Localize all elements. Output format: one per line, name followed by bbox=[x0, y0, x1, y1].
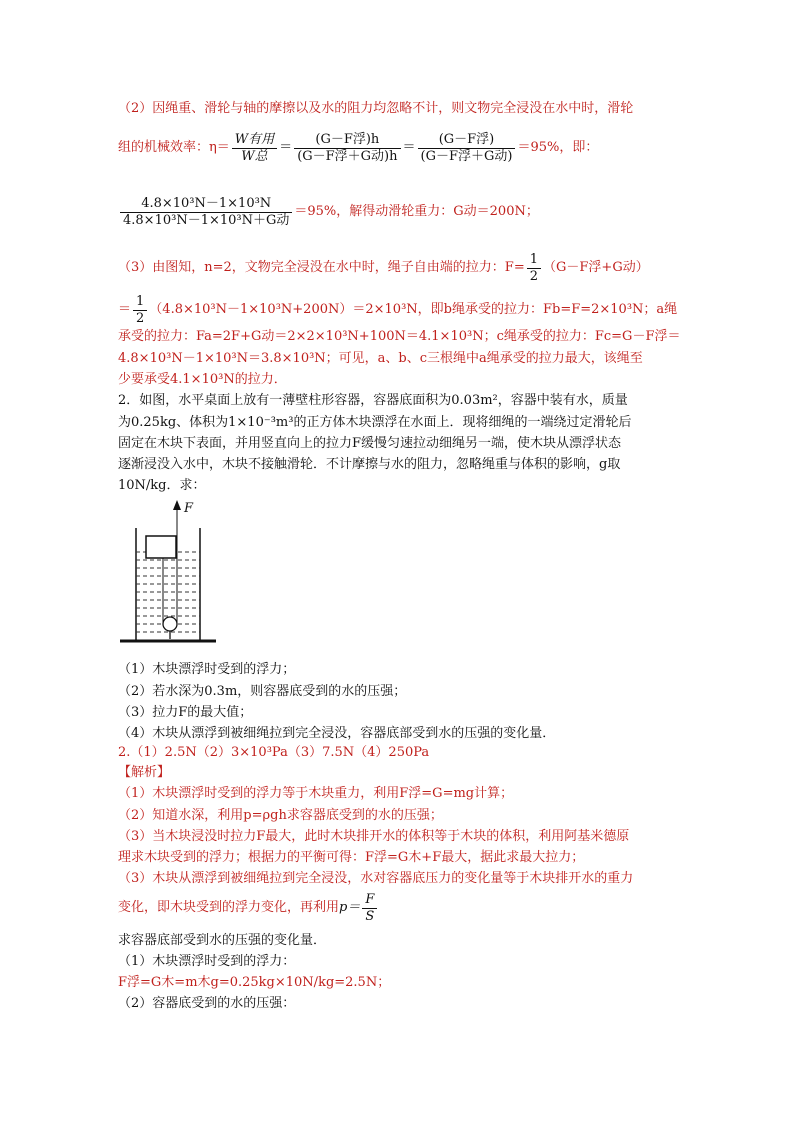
equals-sign: ＝ bbox=[279, 140, 293, 155]
half-fraction-1 bbox=[527, 252, 541, 285]
fraction-2-denominator: (G－F浮＋G动)h bbox=[294, 148, 400, 165]
force-arrow-icon bbox=[173, 500, 181, 510]
q2-line-5: 10N/kg．求： bbox=[118, 478, 206, 493]
half-denominator-2: 2 bbox=[133, 310, 147, 327]
q2-subquestion-2: （2）若水深为0.3m，则容器底受到的水的压强； bbox=[118, 684, 407, 699]
analysis-line-2: （2）知道水深，利用p=ρgh求容器底受到的水的压强； bbox=[118, 808, 443, 823]
analysis-line-1: （1）木块漂浮时受到的浮力等于木块重力，利用F浮=G=mg计算； bbox=[118, 786, 514, 801]
prev-line-3-prefix: （3）由图知，n=2，文物完全浸没在水中时，绳子自由端的拉力：F= bbox=[118, 260, 525, 275]
prev-line-4-prefix: ＝ bbox=[118, 302, 132, 317]
equals-sign-2: ＝ bbox=[402, 140, 416, 155]
analysis-line-5: （3）木块从漂浮到被细绳拉到完全浸没，水对容器底压力的变化量等于木块排开水的重力 bbox=[118, 871, 634, 886]
force-label: F bbox=[184, 501, 194, 516]
half-numerator-2: 1 bbox=[136, 293, 145, 309]
prev-line-4 bbox=[118, 290, 677, 331]
half-denominator: 2 bbox=[527, 268, 541, 285]
prev-line-7: 少要承受4.1×10³N的拉力． bbox=[118, 372, 287, 387]
pulley-weight-equation bbox=[118, 192, 539, 233]
pulley-fraction-denominator: 4.8×10³N－1×10³N＋G动 bbox=[120, 212, 292, 229]
q2-line-2: 为0.25kg、体积为1×10⁻³m³的正方体木块漂浮在水面上．现将细绳的一端绕过定滑轮后 bbox=[118, 415, 632, 430]
prev-line-1: （2）因绳重、滑轮与轴的摩擦以及水的阻力均忽略不计，则文物完全浸没在水中时，滑轮 bbox=[118, 101, 634, 116]
pressure-denominator: S bbox=[362, 908, 377, 925]
fraction-2-numerator: (G－F浮)h bbox=[315, 131, 380, 147]
pressure-lhs: p＝ bbox=[339, 900, 361, 915]
wooden-block bbox=[146, 536, 176, 558]
analysis-line-6-prefix: 变化，即木块受到的浮力变化，再利用 bbox=[118, 900, 340, 915]
prev-line-3 bbox=[118, 248, 649, 289]
pulley-fraction bbox=[120, 196, 292, 229]
prev-line-6: 4.8×10³N－1×10³N＝3.8×10³N；可见，a、b、c三根绳中a绳承受的拉力最大，该绳至 bbox=[118, 351, 643, 366]
fraction-3-denominator: (G－F浮＋G动) bbox=[418, 148, 516, 165]
q2-line-1: 2．如图，水平桌面上放有一薄壁柱形容器，容器底面积为0.03m²，容器中装有水，质量 bbox=[118, 393, 628, 408]
prev-line-3-suffix: （G－F浮+G动） bbox=[543, 260, 649, 275]
solution-line-1: （1）木块漂浮时受到的浮力： bbox=[118, 954, 296, 969]
efficiency-fraction-3 bbox=[418, 132, 516, 165]
analysis-line-6 bbox=[118, 888, 379, 929]
pulley-fraction-numerator: 4.8×10³N－1×10³N bbox=[141, 195, 272, 211]
efficiency-fraction-2 bbox=[294, 132, 400, 165]
analysis-line-4: 理求木块受到的浮力；根据力的平衡可得：F浮=G木+F最大，据此求最大拉力； bbox=[118, 850, 585, 865]
solution-line-3: （2）容器底受到的水的压强： bbox=[118, 996, 296, 1011]
pressure-numerator: F bbox=[365, 891, 375, 907]
prev-line-4-suffix: （4.8×10³N－1×10³N+200N）＝2×10³N，即b绳承受的拉力：Fb=F=2×10³N；a绳 bbox=[149, 302, 678, 317]
container-figure bbox=[118, 498, 218, 648]
prev-line-5: 承受的拉力：Fa=2F+G动＝2×2×10³N+100N＝4.1×10³N；c绳承受的拉力：Fc=G－F浮＝ bbox=[118, 329, 681, 344]
half-numerator: 1 bbox=[529, 251, 539, 267]
q2-subquestion-3: （3）拉力F的最大值； bbox=[118, 705, 253, 720]
q2-line-4: 逐渐浸没入水中，木块不接触滑轮．不计摩擦与水的阻力，忽略绳重与体积的影响，g取 bbox=[118, 457, 621, 472]
pulley bbox=[163, 617, 177, 631]
efficiency-prefix: 组的机械效率：η＝ bbox=[118, 140, 230, 155]
fraction-3-numerator: (G－F浮) bbox=[438, 131, 495, 147]
half-fraction-2 bbox=[133, 294, 147, 327]
efficiency-suffix: ＝95%，即： bbox=[517, 140, 599, 155]
efficiency-fraction-1 bbox=[232, 132, 277, 165]
pulley-result: ＝95%，解得动滑轮重力：G动＝200N； bbox=[294, 204, 539, 219]
pressure-fraction bbox=[362, 892, 377, 925]
analysis-line-7: 求容器底部受到水的压强的变化量． bbox=[118, 933, 327, 948]
q2-subquestion-4: （4）木块从漂浮到被细绳拉到完全浸没，容器底部受到水的压强的变化量． bbox=[118, 726, 556, 741]
efficiency-equation bbox=[118, 128, 598, 169]
q2-answer: 2.（1）2.5N（2）3×10³Pa（3）7.5N（4）250Pa bbox=[118, 745, 430, 760]
analysis-tag: 【解析】 bbox=[118, 765, 171, 780]
q2-line-3: 固定在木块下表面，并用竖直向上的拉力F缓慢匀速拉动细绳另一端，使木块从漂浮状态 bbox=[118, 436, 622, 451]
fraction-1-denominator: W总 bbox=[232, 148, 277, 165]
fraction-1-numerator: W有用 bbox=[234, 131, 275, 147]
q2-subquestion-1: （1）木块漂浮时受到的浮力； bbox=[118, 662, 296, 677]
analysis-line-3: （3）当木块浸没时拉力F最大，此时木块排开水的体积等于木块的体积，利用阿基米德原 bbox=[118, 829, 630, 844]
solution-line-2: F浮=G木=m木g=0.25kg×10N/kg=2.5N； bbox=[118, 975, 391, 990]
